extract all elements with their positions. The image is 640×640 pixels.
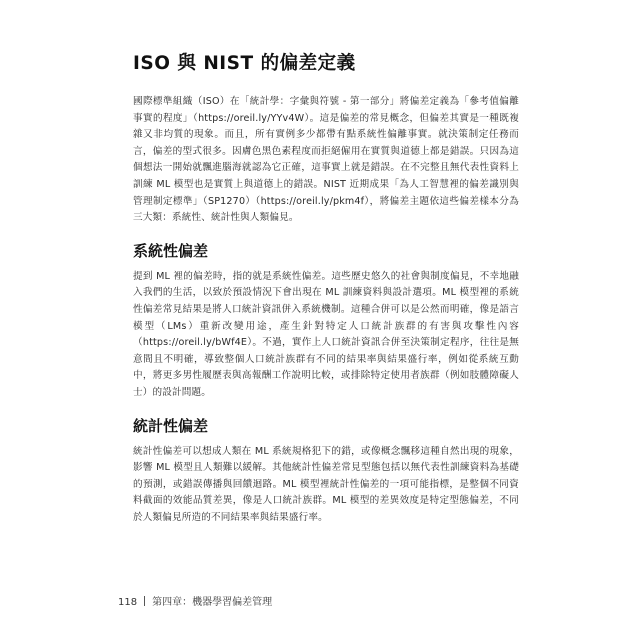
page-footer <box>118 596 272 610</box>
page-number: 118 <box>118 597 138 608</box>
page-content <box>133 52 519 526</box>
intro-paragraph: 國際標準組織（ISO）在「統計學：字彙與符號 - 第一部分」將偏差定義為「參考值偏離事實的程度」（https://oreil.ly/YYv4W）。這是偏差的常見概念，但偏差其實是一種既複雜又非均質的現象。而且，所有實例多少都帶有點系統性偏離事實。就決策制定任務而言，偏差的型式很多。因膚色黑色素程度而拒絕僱用在實質與道德上都是錯誤。只因為這個想法一開始就飄進腦海就認為它正確，這事實上就是錯誤。在不完整且無代表性資料上訓練 ML 模型也是實質上與道德上的錯誤。NIST 近期成果「為人工智慧裡的偏差識別與管理制定標準」（SP1270）（https://oreil.ly/pkm4f），將偏差主題依這些偏差樣本分為三大類：系統性、統計性與人類偏見。 <box>133 96 519 224</box>
section-heading-statistical-bias: 統計性偏差 <box>133 416 209 435</box>
section-heading-systemic-bias: 系統性偏差 <box>133 241 209 260</box>
chapter-title: 第四章：機器學習偏差管理 <box>152 597 273 608</box>
section-paragraph-statistical-bias: 統計性偏差可以想成人類在 ML 系統規格犯下的錯，或像概念飄移這種自然出現的現象，影響 ML 模型且人類難以緩解。其他統計性偏差常見型態包括以無代表性訓練資料為基礎的預測，或錯誤傳播與回饋迴路。ML 模型裡統計性偏差的一項可能指標，是整個不同資料截面的效能品質差異，像是人口統計族群。ML 模型的差異效度是特定型態偏差，不同於人類偏見所造的不同結果率與結果盛行率。 <box>133 445 519 523</box>
section-paragraph-systemic-bias: 提到 ML 裡的偏差時，指的就是系統性偏差。這些歷史悠久的社會與制度偏見，不幸地融入我們的生活，以致於預設情況下會出現在 ML 訓練資料與設計選項。ML 模型裡的系統性偏差常見結果是將人口統計資訊併入系統機制。這種合併可以是公然而明確，像是語言模型（LMs）重新改變用途，產生針對特定人口統計族群的有害與攻擊性內容（https://oreil.ly/bWf4E）。不過，實作上人口統計資訊合併至決策制定程序，往往是無意間且不明確，導致整個人口統計族群有不同的結果率與結果盛行率，例如從系統互動中，將更多男性履歷表與高報酬工作說明比較，或排除特定使用者族群（例如肢體障礙人士）的設計問題。 <box>133 270 519 398</box>
footer-divider <box>144 596 145 606</box>
page-title: ISO 與 NIST 的偏差定義 <box>133 53 356 74</box>
